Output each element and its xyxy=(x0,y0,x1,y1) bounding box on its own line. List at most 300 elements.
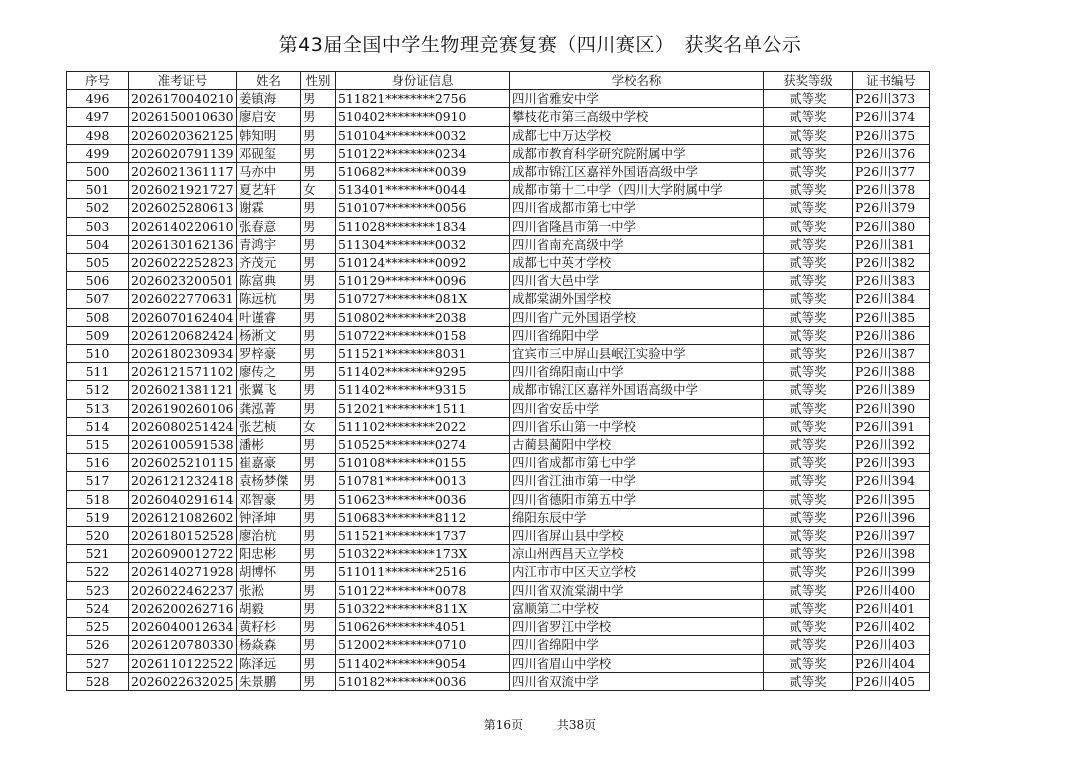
cell-id-card: 512021********1511 xyxy=(336,399,510,417)
cell-school: 四川省广元外国语学校 xyxy=(510,308,764,326)
cell-award: 贰等奖 xyxy=(764,472,853,490)
cell-exam-id: 2026170040210 xyxy=(129,90,237,108)
cell-school: 四川省安岳中学 xyxy=(510,399,764,417)
cell-certificate: P26川392 xyxy=(853,436,930,454)
cell-award: 贰等奖 xyxy=(764,508,853,526)
cell-award: 贰等奖 xyxy=(764,308,853,326)
cell-name: 廖启安 xyxy=(237,108,301,126)
cell-gender: 男 xyxy=(301,654,336,672)
cell-school: 攀枝花市第三高级中学校 xyxy=(510,108,764,126)
table-row xyxy=(67,490,930,508)
cell-index: 498 xyxy=(67,126,129,144)
table-row xyxy=(67,599,930,617)
cell-id-card: 510802********2038 xyxy=(336,308,510,326)
col-header-name: 姓名 xyxy=(237,72,301,90)
cell-school: 四川省大邑中学 xyxy=(510,272,764,290)
cell-name: 袁杨梦傑 xyxy=(237,472,301,490)
table-row xyxy=(67,254,930,272)
cell-gender: 男 xyxy=(301,345,336,363)
cell-exam-id: 2026120780330 xyxy=(129,636,237,654)
cell-certificate: P26川375 xyxy=(853,126,930,144)
cell-gender: 男 xyxy=(301,618,336,636)
cell-school: 成都七中万达学校 xyxy=(510,126,764,144)
cell-award: 贰等奖 xyxy=(764,563,853,581)
table-row xyxy=(67,563,930,581)
cell-name: 夏艺轩 xyxy=(237,181,301,199)
cell-index: 526 xyxy=(67,636,129,654)
cell-index: 509 xyxy=(67,326,129,344)
cell-award: 贰等奖 xyxy=(764,436,853,454)
cell-exam-id: 2026021381121 xyxy=(129,381,237,399)
cell-award: 贰等奖 xyxy=(764,163,853,181)
cell-index: 512 xyxy=(67,381,129,399)
cell-gender: 女 xyxy=(301,181,336,199)
cell-id-card: 510122********0078 xyxy=(336,581,510,599)
cell-name: 邓砚玺 xyxy=(237,144,301,162)
cell-gender: 男 xyxy=(301,490,336,508)
cell-index: 522 xyxy=(67,563,129,581)
cell-name: 张春意 xyxy=(237,217,301,235)
cell-award: 贰等奖 xyxy=(764,290,853,308)
cell-index: 504 xyxy=(67,235,129,253)
cell-award: 贰等奖 xyxy=(764,345,853,363)
cell-award: 贰等奖 xyxy=(764,199,853,217)
cell-index: 525 xyxy=(67,618,129,636)
award-table xyxy=(66,71,930,691)
table-row xyxy=(67,454,930,472)
cell-certificate: P26川393 xyxy=(853,454,930,472)
cell-id-card: 510107********0056 xyxy=(336,199,510,217)
cell-school: 成都市第十二中学（四川大学附属中学 xyxy=(510,181,764,199)
cell-gender: 男 xyxy=(301,636,336,654)
table-row xyxy=(67,472,930,490)
cell-exam-id: 2026100591538 xyxy=(129,436,237,454)
cell-name: 潘彬 xyxy=(237,436,301,454)
col-header-award: 获奖等级 xyxy=(764,72,853,90)
cell-exam-id: 2026040291614 xyxy=(129,490,237,508)
cell-award: 贰等奖 xyxy=(764,326,853,344)
col-header-gender: 性别 xyxy=(301,72,336,90)
cell-certificate: P26川401 xyxy=(853,599,930,617)
cell-index: 499 xyxy=(67,144,129,162)
cell-gender: 男 xyxy=(301,326,336,344)
cell-gender: 男 xyxy=(301,308,336,326)
cell-certificate: P26川391 xyxy=(853,417,930,435)
table-row xyxy=(67,417,930,435)
cell-gender: 男 xyxy=(301,545,336,563)
cell-index: 517 xyxy=(67,472,129,490)
table-row xyxy=(67,235,930,253)
cell-name: 马亦中 xyxy=(237,163,301,181)
cell-gender: 男 xyxy=(301,436,336,454)
cell-exam-id: 2026150010630 xyxy=(129,108,237,126)
cell-gender: 男 xyxy=(301,363,336,381)
table-row xyxy=(67,672,930,690)
cell-name: 胡博怀 xyxy=(237,563,301,581)
cell-id-card: 511821********2756 xyxy=(336,90,510,108)
cell-certificate: P26川381 xyxy=(853,235,930,253)
cell-award: 贰等奖 xyxy=(764,381,853,399)
cell-award: 贰等奖 xyxy=(764,672,853,690)
cell-exam-id: 2026022462237 xyxy=(129,581,237,599)
cell-name: 罗梓豪 xyxy=(237,345,301,363)
table-row xyxy=(67,545,930,563)
cell-award: 贰等奖 xyxy=(764,144,853,162)
cell-id-card: 511028********1834 xyxy=(336,217,510,235)
cell-gender: 男 xyxy=(301,290,336,308)
cell-id-card: 513401********0044 xyxy=(336,181,510,199)
cell-award: 贰等奖 xyxy=(764,217,853,235)
cell-exam-id: 2026200262716 xyxy=(129,599,237,617)
cell-school: 四川省眉山中学校 xyxy=(510,654,764,672)
cell-certificate: P26川395 xyxy=(853,490,930,508)
cell-school: 四川省江油市第一中学 xyxy=(510,472,764,490)
cell-name: 龚泓菁 xyxy=(237,399,301,417)
cell-certificate: P26川386 xyxy=(853,326,930,344)
cell-school: 四川省罗江中学校 xyxy=(510,618,764,636)
cell-award: 贰等奖 xyxy=(764,126,853,144)
cell-exam-id: 2026020362125 xyxy=(129,126,237,144)
cell-name: 姜镇海 xyxy=(237,90,301,108)
cell-school: 内江市市中区天立学校 xyxy=(510,563,764,581)
cell-exam-id: 2026021361117 xyxy=(129,163,237,181)
cell-award: 贰等奖 xyxy=(764,654,853,672)
cell-name: 杨焱森 xyxy=(237,636,301,654)
cell-certificate: P26川390 xyxy=(853,399,930,417)
cell-exam-id: 2026070162404 xyxy=(129,308,237,326)
table-row xyxy=(67,618,930,636)
table-row xyxy=(67,144,930,162)
cell-exam-id: 2026121082602 xyxy=(129,508,237,526)
table-row xyxy=(67,399,930,417)
table-row xyxy=(67,90,930,108)
cell-name: 胡毅 xyxy=(237,599,301,617)
cell-certificate: P26川400 xyxy=(853,581,930,599)
col-header-index: 序号 xyxy=(67,72,129,90)
cell-id-card: 510722********0158 xyxy=(336,326,510,344)
cell-school: 四川省双流棠湖中学 xyxy=(510,581,764,599)
cell-id-card: 510124********0092 xyxy=(336,254,510,272)
cell-certificate: P26川402 xyxy=(853,618,930,636)
cell-id-card: 511402********9054 xyxy=(336,654,510,672)
cell-gender: 男 xyxy=(301,381,336,399)
cell-school: 成都市锦江区嘉祥外国语高级中学 xyxy=(510,381,764,399)
cell-index: 496 xyxy=(67,90,129,108)
table-header-row xyxy=(67,72,930,90)
cell-school: 四川省德阳市第五中学 xyxy=(510,490,764,508)
cell-index: 516 xyxy=(67,454,129,472)
cell-id-card: 511304********0032 xyxy=(336,235,510,253)
table-row xyxy=(67,345,930,363)
cell-school: 四川省绵阳中学 xyxy=(510,326,764,344)
cell-exam-id: 2026025210115 xyxy=(129,454,237,472)
cell-certificate: P26川399 xyxy=(853,563,930,581)
cell-award: 贰等奖 xyxy=(764,235,853,253)
cell-index: 528 xyxy=(67,672,129,690)
cell-gender: 男 xyxy=(301,472,336,490)
cell-index: 524 xyxy=(67,599,129,617)
cell-award: 贰等奖 xyxy=(764,90,853,108)
cell-exam-id: 2026021921727 xyxy=(129,181,237,199)
cell-index: 500 xyxy=(67,163,129,181)
table-row xyxy=(67,181,930,199)
cell-index: 519 xyxy=(67,508,129,526)
cell-award: 贰等奖 xyxy=(764,108,853,126)
cell-gender: 男 xyxy=(301,508,336,526)
cell-index: 502 xyxy=(67,199,129,217)
cell-index: 514 xyxy=(67,417,129,435)
cell-exam-id: 2026121571102 xyxy=(129,363,237,381)
table-row xyxy=(67,654,930,672)
cell-exam-id: 2026140220610 xyxy=(129,217,237,235)
cell-award: 贰等奖 xyxy=(764,545,853,563)
cell-award: 贰等奖 xyxy=(764,254,853,272)
cell-exam-id: 2026025280613 xyxy=(129,199,237,217)
cell-award: 贰等奖 xyxy=(764,581,853,599)
cell-id-card: 510683********8112 xyxy=(336,508,510,526)
page-title: 第43届全国中学生物理竞赛复赛（四川赛区） 获奖名单公示 xyxy=(278,34,802,56)
cell-name: 青鸿宇 xyxy=(237,235,301,253)
cell-name: 谢霖 xyxy=(237,199,301,217)
cell-id-card: 510626********4051 xyxy=(336,618,510,636)
table-row xyxy=(67,108,930,126)
cell-id-card: 511011********2516 xyxy=(336,563,510,581)
cell-id-card: 511102********2022 xyxy=(336,417,510,435)
table-row xyxy=(67,381,930,399)
cell-exam-id: 2026121232418 xyxy=(129,472,237,490)
cell-name: 黄籽杉 xyxy=(237,618,301,636)
cell-exam-id: 2026110122522 xyxy=(129,654,237,672)
cell-certificate: P26川374 xyxy=(853,108,930,126)
cell-school: 四川省南充高级中学 xyxy=(510,235,764,253)
cell-exam-id: 2026090012722 xyxy=(129,545,237,563)
table-body xyxy=(67,90,930,691)
cell-id-card: 510682********0039 xyxy=(336,163,510,181)
cell-name: 齐茂元 xyxy=(237,254,301,272)
cell-award: 贰等奖 xyxy=(764,618,853,636)
cell-index: 520 xyxy=(67,527,129,545)
cell-gender: 男 xyxy=(301,399,336,417)
cell-certificate: P26川387 xyxy=(853,345,930,363)
cell-gender: 男 xyxy=(301,454,336,472)
cell-gender: 男 xyxy=(301,217,336,235)
cell-exam-id: 2026020791139 xyxy=(129,144,237,162)
cell-name: 杨淅文 xyxy=(237,326,301,344)
cell-award: 贰等奖 xyxy=(764,399,853,417)
cell-index: 521 xyxy=(67,545,129,563)
cell-gender: 男 xyxy=(301,144,336,162)
cell-gender: 男 xyxy=(301,272,336,290)
cell-certificate: P26川404 xyxy=(853,654,930,672)
cell-exam-id: 2026022632025 xyxy=(129,672,237,690)
page-footer xyxy=(0,716,1080,733)
cell-exam-id: 2026022252823 xyxy=(129,254,237,272)
cell-certificate: P26川398 xyxy=(853,545,930,563)
cell-name: 阳忠彬 xyxy=(237,545,301,563)
cell-id-card: 510623********0036 xyxy=(336,490,510,508)
cell-award: 贰等奖 xyxy=(764,363,853,381)
cell-index: 518 xyxy=(67,490,129,508)
cell-school: 四川省绵阳中学 xyxy=(510,636,764,654)
cell-exam-id: 2026080251424 xyxy=(129,417,237,435)
cell-certificate: P26川378 xyxy=(853,181,930,199)
cell-certificate: P26川388 xyxy=(853,363,930,381)
cell-school: 四川省隆昌市第一中学 xyxy=(510,217,764,235)
table-row xyxy=(67,308,930,326)
cell-id-card: 512002********0710 xyxy=(336,636,510,654)
cell-gender: 男 xyxy=(301,126,336,144)
cell-name: 廖治杭 xyxy=(237,527,301,545)
cell-school: 四川省成都市第七中学 xyxy=(510,199,764,217)
col-header-id-card: 身份证信息 xyxy=(336,72,510,90)
cell-id-card: 511521********1737 xyxy=(336,527,510,545)
cell-exam-id: 2026023200501 xyxy=(129,272,237,290)
cell-gender: 男 xyxy=(301,563,336,581)
cell-award: 贰等奖 xyxy=(764,636,853,654)
cell-exam-id: 2026040012634 xyxy=(129,618,237,636)
col-header-certificate: 证书编号 xyxy=(853,72,930,90)
cell-id-card: 511402********9295 xyxy=(336,363,510,381)
cell-certificate: P26川389 xyxy=(853,381,930,399)
cell-school: 四川省屏山县中学校 xyxy=(510,527,764,545)
cell-school: 宜宾市三中屏山县岷江实验中学 xyxy=(510,345,764,363)
cell-id-card: 510122********0234 xyxy=(336,144,510,162)
cell-name: 张艺桢 xyxy=(237,417,301,435)
cell-award: 贰等奖 xyxy=(764,417,853,435)
cell-award: 贰等奖 xyxy=(764,527,853,545)
table-row xyxy=(67,326,930,344)
cell-school: 四川省绵阳南山中学 xyxy=(510,363,764,381)
cell-certificate: P26川396 xyxy=(853,508,930,526)
cell-id-card: 510727********081X xyxy=(336,290,510,308)
cell-award: 贰等奖 xyxy=(764,272,853,290)
cell-certificate: P26川385 xyxy=(853,308,930,326)
cell-exam-id: 2026190260106 xyxy=(129,399,237,417)
cell-name: 陈富典 xyxy=(237,272,301,290)
cell-id-card: 510402********0910 xyxy=(336,108,510,126)
table-row xyxy=(67,290,930,308)
cell-id-card: 510322********811X xyxy=(336,599,510,617)
cell-school: 四川省雅安中学 xyxy=(510,90,764,108)
cell-index: 503 xyxy=(67,217,129,235)
cell-certificate: P26川379 xyxy=(853,199,930,217)
table-row xyxy=(67,272,930,290)
cell-index: 527 xyxy=(67,654,129,672)
cell-gender: 男 xyxy=(301,672,336,690)
cell-certificate: P26川380 xyxy=(853,217,930,235)
table-row xyxy=(67,636,930,654)
cell-name: 韩知明 xyxy=(237,126,301,144)
cell-gender: 男 xyxy=(301,235,336,253)
table-row xyxy=(67,363,930,381)
cell-name: 陈泽远 xyxy=(237,654,301,672)
cell-school: 成都市锦江区嘉祥外国语高级中学 xyxy=(510,163,764,181)
cell-certificate: P26川397 xyxy=(853,527,930,545)
cell-gender: 男 xyxy=(301,581,336,599)
table-row xyxy=(67,163,930,181)
cell-school: 成都市教育科学研究院附属中学 xyxy=(510,144,764,162)
cell-name: 廖传之 xyxy=(237,363,301,381)
cell-index: 508 xyxy=(67,308,129,326)
cell-index: 511 xyxy=(67,363,129,381)
cell-school: 富顺第二中学校 xyxy=(510,599,764,617)
cell-certificate: P26川394 xyxy=(853,472,930,490)
cell-id-card: 510781********0013 xyxy=(336,472,510,490)
cell-index: 507 xyxy=(67,290,129,308)
cell-id-card: 510104********0032 xyxy=(336,126,510,144)
cell-certificate: P26川376 xyxy=(853,144,930,162)
cell-school: 古蔺县蔺阳中学校 xyxy=(510,436,764,454)
cell-gender: 男 xyxy=(301,254,336,272)
cell-index: 505 xyxy=(67,254,129,272)
table-row xyxy=(67,199,930,217)
cell-name: 张淞 xyxy=(237,581,301,599)
cell-id-card: 511521********8031 xyxy=(336,345,510,363)
cell-certificate: P26川377 xyxy=(853,163,930,181)
cell-id-card: 511402********9315 xyxy=(336,381,510,399)
cell-name: 邓智豪 xyxy=(237,490,301,508)
cell-name: 钟泽坤 xyxy=(237,508,301,526)
cell-gender: 男 xyxy=(301,199,336,217)
page-total: 共38页 xyxy=(556,718,597,732)
cell-award: 贰等奖 xyxy=(764,181,853,199)
cell-certificate: P26川382 xyxy=(853,254,930,272)
table-row xyxy=(67,436,930,454)
cell-certificate: P26川373 xyxy=(853,90,930,108)
cell-id-card: 510108********0155 xyxy=(336,454,510,472)
cell-certificate: P26川405 xyxy=(853,672,930,690)
cell-certificate: P26川384 xyxy=(853,290,930,308)
table-row xyxy=(67,581,930,599)
cell-id-card: 510525********0274 xyxy=(336,436,510,454)
cell-exam-id: 2026120682424 xyxy=(129,326,237,344)
cell-id-card: 510322********173X xyxy=(336,545,510,563)
cell-exam-id: 2026180230934 xyxy=(129,345,237,363)
table-row xyxy=(67,527,930,545)
col-header-school: 学校名称 xyxy=(510,72,764,90)
cell-index: 510 xyxy=(67,345,129,363)
cell-index: 506 xyxy=(67,272,129,290)
cell-index: 497 xyxy=(67,108,129,126)
cell-exam-id: 2026180152528 xyxy=(129,527,237,545)
cell-exam-id: 2026130162136 xyxy=(129,235,237,253)
col-header-exam-id: 准考证号 xyxy=(129,72,237,90)
table-row xyxy=(67,508,930,526)
cell-school: 成都棠湖外国学校 xyxy=(510,290,764,308)
cell-gender: 男 xyxy=(301,90,336,108)
cell-id-card: 510129********0096 xyxy=(336,272,510,290)
cell-index: 501 xyxy=(67,181,129,199)
cell-award: 贰等奖 xyxy=(764,599,853,617)
cell-name: 叶谨睿 xyxy=(237,308,301,326)
cell-certificate: P26川403 xyxy=(853,636,930,654)
cell-name: 朱景鹏 xyxy=(237,672,301,690)
page-number: 第16页 xyxy=(483,718,524,732)
cell-gender: 男 xyxy=(301,163,336,181)
cell-school: 四川省双流中学 xyxy=(510,672,764,690)
cell-index: 515 xyxy=(67,436,129,454)
cell-school: 成都七中英才学校 xyxy=(510,254,764,272)
cell-gender: 女 xyxy=(301,417,336,435)
cell-id-card: 510182********0036 xyxy=(336,672,510,690)
cell-school: 四川省乐山第一中学校 xyxy=(510,417,764,435)
cell-index: 523 xyxy=(67,581,129,599)
cell-exam-id: 2026140271928 xyxy=(129,563,237,581)
cell-gender: 男 xyxy=(301,599,336,617)
cell-exam-id: 2026022770631 xyxy=(129,290,237,308)
cell-gender: 男 xyxy=(301,108,336,126)
cell-school: 绵阳东辰中学 xyxy=(510,508,764,526)
